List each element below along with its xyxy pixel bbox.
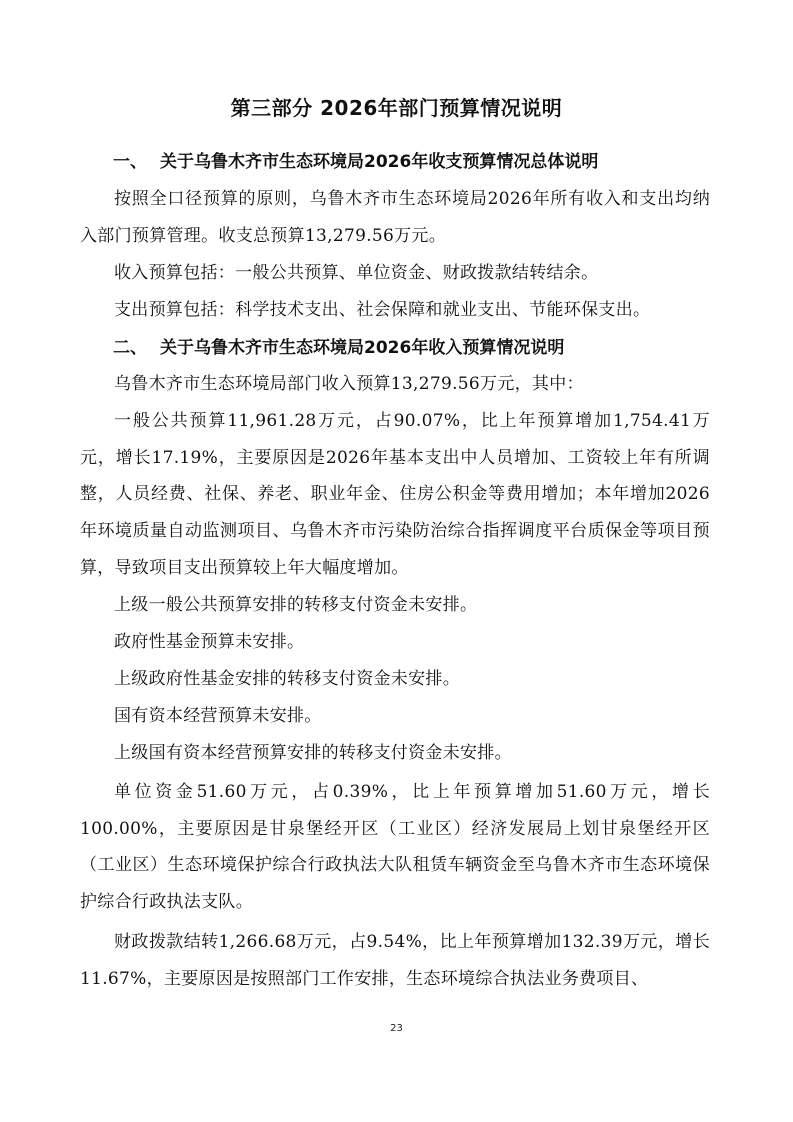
paragraph: 收入预算包括：一般公共预算、单位资金、财政拨款结转结余。 [114,263,599,283]
section-heading-text: 关于乌鲁木齐市生态环境局2026年收入预算情况说明 [160,338,565,358]
section-heading-1 [113,150,713,174]
page-title: 第三部分 2026年部门预算情况说明 [230,96,563,120]
page-number: 23 [390,1023,403,1034]
paragraph: 一般公共预算11,961.28万元，占90.07%，比上年预算增加1,754.41万元，增长17.19%，主要原因是2026年基本支出中人员增加、工资较上年有所调整，人员经费、社保、养老、职业年金、住房公积金等费用增加；本年增加2026年环境质量自动监测项目、乌鲁木齐市污染防治综合指挥调度平台质保金等项目预算，导致项目支出预算较上年大幅度增加。 [80,411,710,578]
section-heading-text: 关于乌鲁木齐市生态环境局2026年收支预算情况总体说明 [160,152,599,172]
paragraph: 国有资本经营预算未安排。 [114,706,322,726]
section-number: 二、 [113,338,147,358]
paragraph: 单位资金51.60万元，占0.39%，比上年预算增加51.60万元，增长100.00%，主要原因是甘泉堡经开区（工业区）经济发展局上划甘泉堡经开区（工业区）生态环境保护综合行政执法大队租赁车辆资金至乌鲁木齐市生态环境保护综合行政执法支队。 [80,782,710,913]
paragraph: 按照全口径预算的原则，乌鲁木齐市生态环境局2026年所有收入和支出均纳入部门预算管理。收支总预算13,279.56万元。 [80,189,710,246]
section-heading-2 [113,336,713,360]
section-number: 一、 [113,152,147,172]
paragraph: 政府性基金预算未安排。 [114,632,305,652]
paragraph: 乌鲁木齐市生态环境局部门收入预算13,279.56万元，其中： [114,374,584,394]
paragraph: 上级政府性基金安排的转移支付资金未安排。 [114,669,460,689]
paragraph: 上级一般公共预算安排的转移支付资金未安排。 [114,595,478,615]
paragraph: 支出预算包括：科学技术支出、社会保障和就业支出、节能环保支出。 [114,300,651,320]
paragraph: 上级国有资本经营预算安排的转移支付资金未安排。 [114,743,512,763]
paragraph: 财政拨款结转1,266.68万元，占9.54%，比上年预算增加132.39万元，增长11.67%，主要原因是按照部门工作安排，生态环境综合执法业务费项目、 [80,932,710,989]
